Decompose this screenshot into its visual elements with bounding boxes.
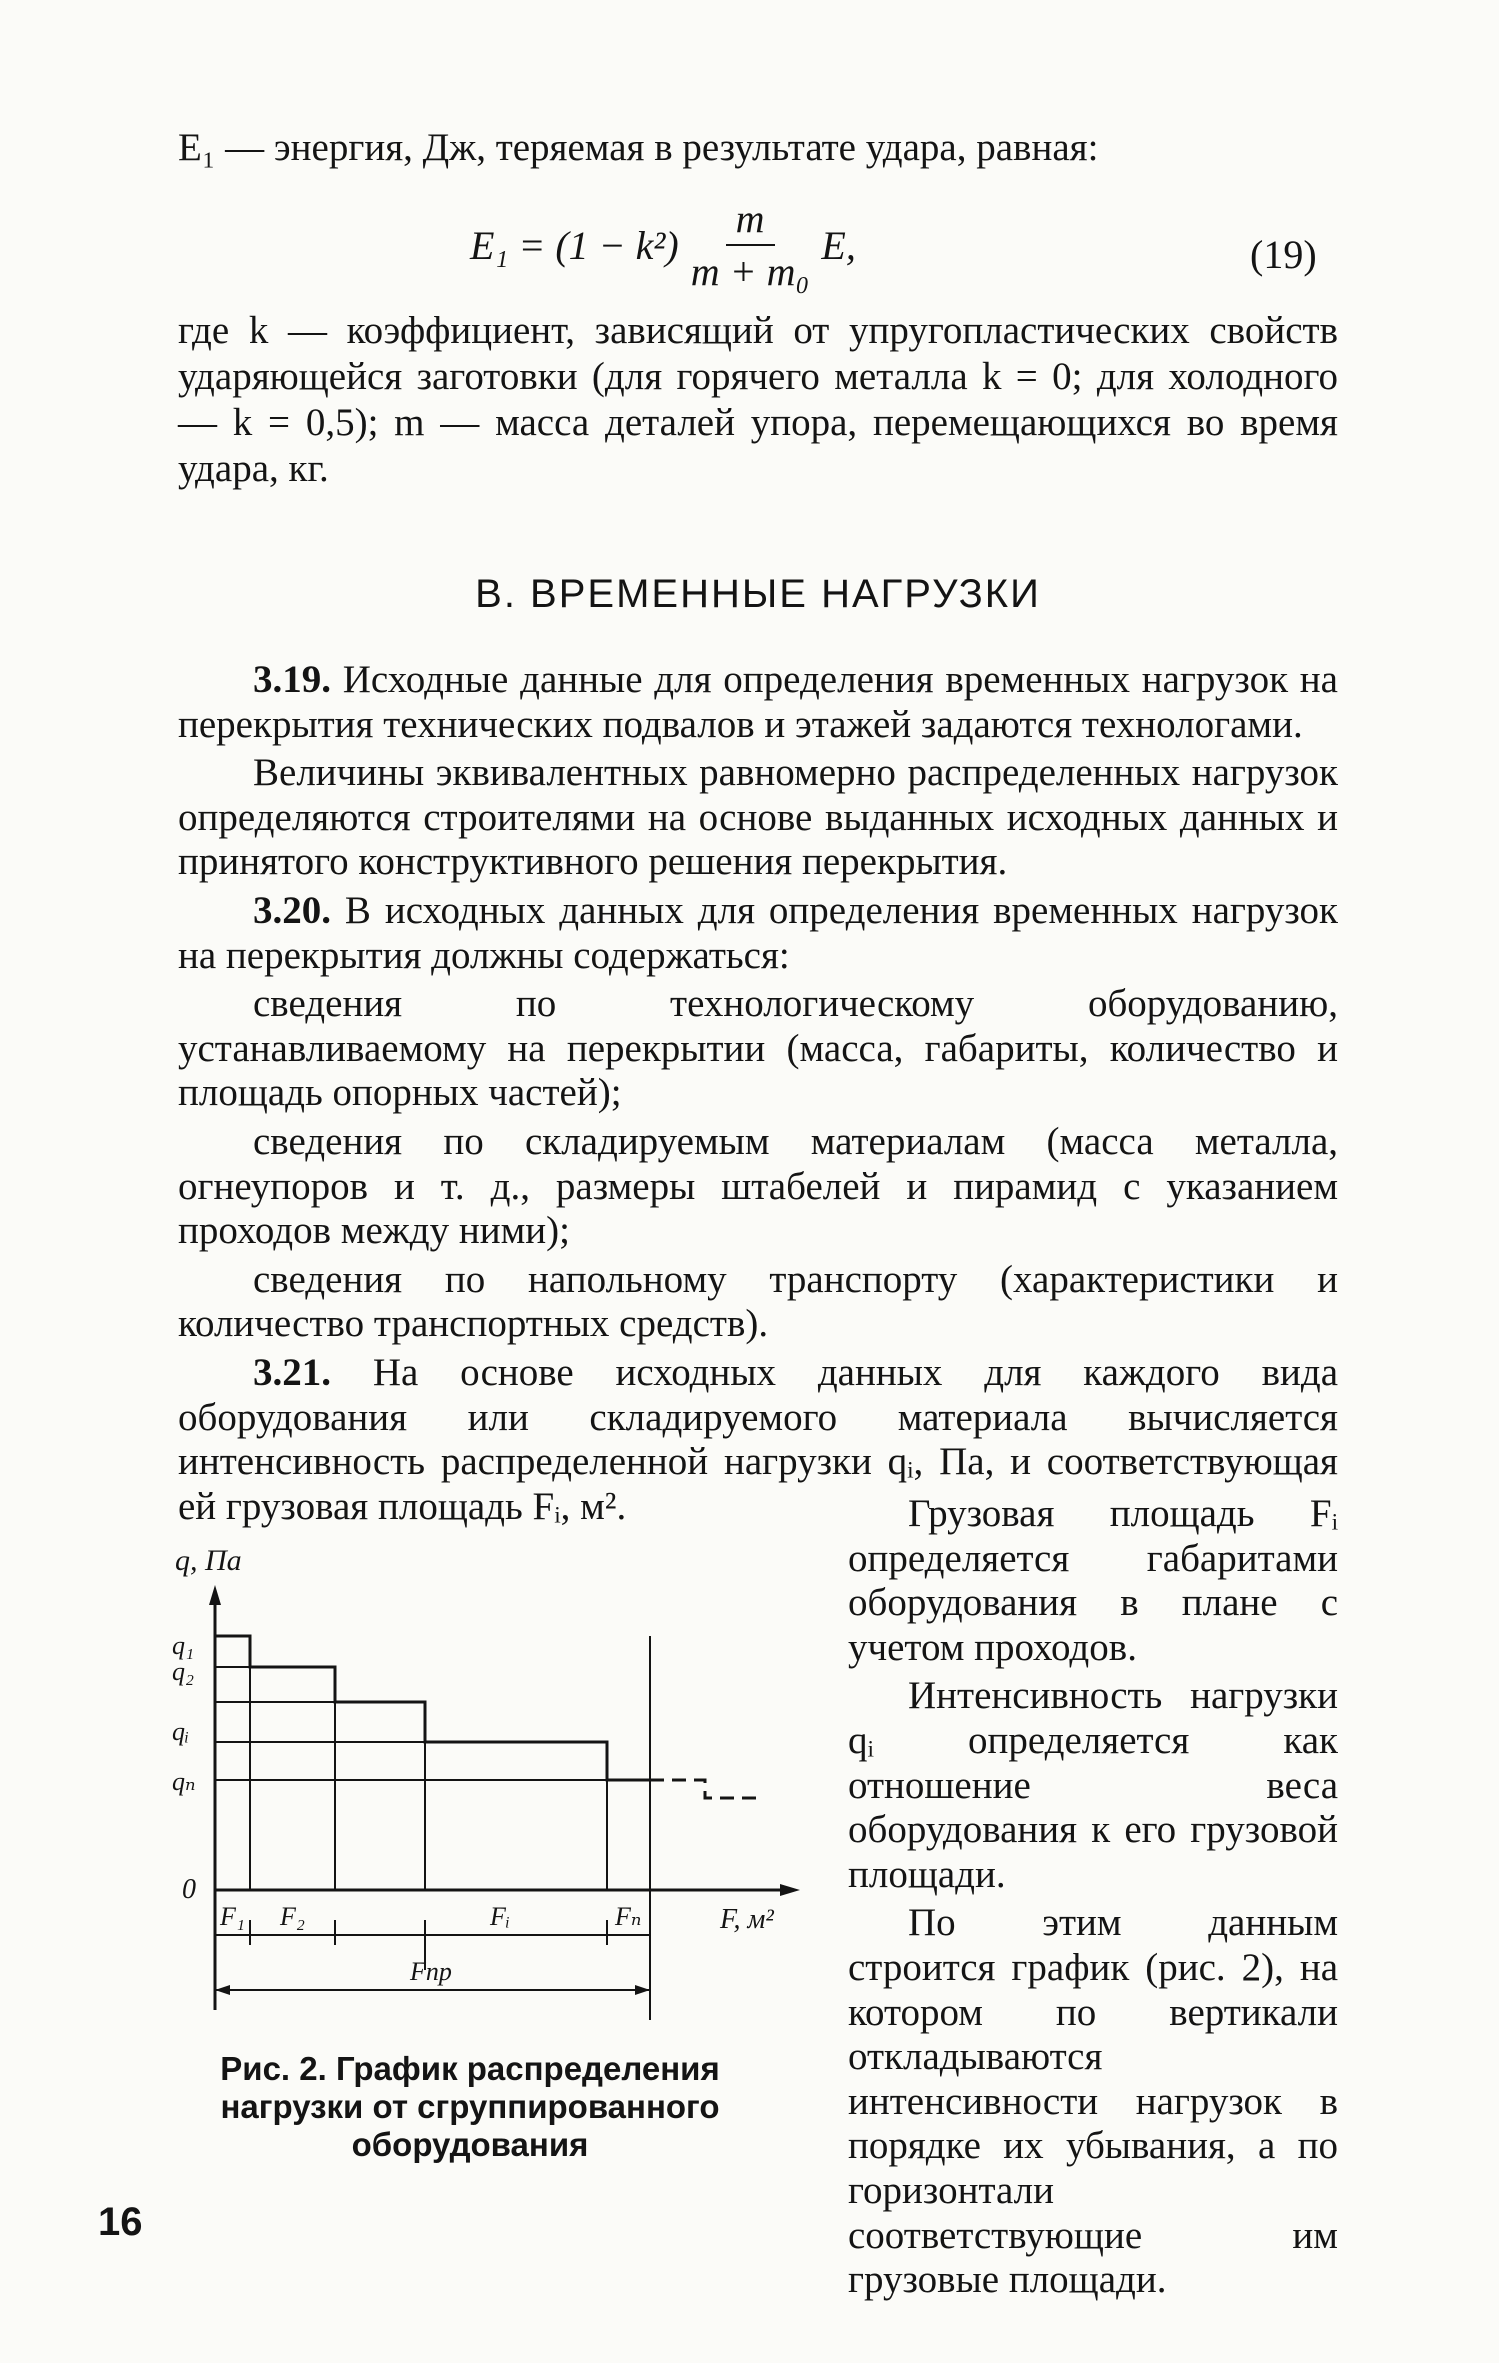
list-item-materials: сведения по складируемым материалам (масса металла, огнеупоров и т. д., размеры штабелей и пирамид с указанием проходов между ними);: [178, 1119, 1338, 1253]
step-outline: [215, 1636, 650, 1780]
formula-rhs: E,: [821, 222, 856, 268]
total-label: Fпр: [410, 1957, 452, 1986]
qi-label: qᵢ: [172, 1717, 190, 1746]
main-text: [178, 658, 1338, 1533]
paragraph-text: На основе исходных данных для каждого вида оборудования или складируемого материала вычисляется интенсивность распределенной нагрузки qᵢ, Па, и соответствующая ей грузовая площадь Fᵢ, м².: [178, 1350, 1339, 1528]
paragraph-3-19: [178, 658, 1338, 747]
formula-19: [470, 195, 856, 295]
right-paragraph-3: По этим данным строится график (рис. 2), на котором по вертикали откладываются интенсивности нагрузок в порядке их убывания, а по горизонтали соответствующие им грузовые площади.: [848, 1901, 1338, 2302]
list-item-equipment: сведения по технологическому оборудованию, устанавливаемому на перекрытии (масса, габариты, количество и площадь опорных частей);: [178, 982, 1338, 1115]
paragraph-text: В исходных данных для определения временных нагрузок на перекрытия должны содержаться:: [178, 888, 1338, 977]
formula-number: (19): [1250, 232, 1317, 277]
fi-label: Fᵢ: [490, 1902, 510, 1931]
clause-number: 3.21.: [253, 1350, 331, 1394]
right-paragraph-1: Грузовая площадь Fᵢ определяется габаритами оборудования в плане с учетом проходов.: [848, 1492, 1338, 1669]
right-column: [848, 1492, 1338, 2307]
clause-number: 3.20.: [253, 888, 331, 932]
paragraph-3-20: [178, 889, 1338, 978]
step-continuation: [650, 1780, 760, 1798]
formula-denominator: m + m₀: [690, 249, 810, 294]
intro-line: E₁ — энергия, Дж, теряемая в результате удара, равная:: [178, 126, 1099, 169]
formula-explanation: где k — коэффициент, зависящий от упругопластических свойств ударяющейся заготовки (для горячего металла k = 0; для холодного — k = 0,5); m — масса деталей упора, перемещающихся во время удара, кг.: [178, 309, 1338, 490]
arrow-left: [215, 1985, 230, 1995]
y-axis-label: q, Па: [175, 1544, 242, 1577]
f2-label: F₂: [280, 1902, 305, 1931]
qn-label: qₙ: [172, 1767, 196, 1796]
fn-label: Fₙ: [615, 1902, 642, 1931]
q1-label: q₁: [172, 1631, 195, 1660]
zero-label: 0: [182, 1874, 196, 1905]
f1-label: F₁: [220, 1902, 245, 1931]
formula-lhs: E₁ = (1 − k²): [470, 222, 679, 268]
arrow-right: [635, 1985, 650, 1995]
list-item-transport: сведения по напольному транспорту (характеристики и количество транспортных средств).: [178, 1257, 1338, 1346]
page-number: 16: [98, 2200, 143, 2244]
x-axis-arrow: [780, 1884, 800, 1896]
clause-number: 3.19.: [253, 658, 331, 701]
y-axis-arrow: [209, 1585, 221, 1605]
figure-caption: Рис. 2. График распределения нагрузки от сгруппированного оборудования: [220, 2050, 720, 2163]
formula-fraction: [691, 195, 810, 295]
load-distribution-figure: [160, 1540, 820, 2040]
x-axis-label: F, м²: [720, 1904, 774, 1935]
paragraph-text: Исходные данные для определения временных нагрузок на перекрытия технических подвалов и этажей задаются технологами.: [178, 658, 1338, 746]
formula-numerator: m: [726, 195, 775, 246]
q2-label: q₂: [172, 1657, 195, 1686]
right-paragraph-2: Интенсивность нагрузки qᵢ определяется как отношение веса оборудования к его грузовой площади.: [848, 1674, 1338, 1896]
paragraph-3-19b: Величины эквивалентных равномерно распределенных нагрузок определяются строителями на основе выданных исходных данных и принятого конструктивного решения перекрытия.: [178, 751, 1338, 884]
section-heading: В. ВРЕМЕННЫЕ НАГРУЗКИ: [475, 572, 1041, 616]
